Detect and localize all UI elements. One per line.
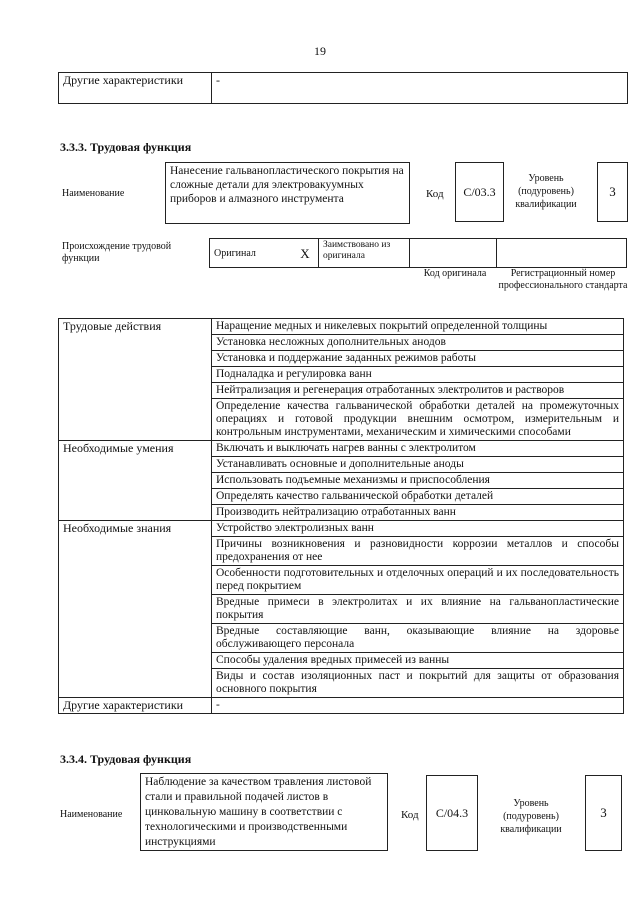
top-other-value: - bbox=[212, 73, 628, 104]
list-item: Устройство электролизных ванн bbox=[212, 521, 624, 537]
list-item: Способы удаления вредных примесей из ванны bbox=[212, 653, 624, 669]
name-value-333: Нанесение гальванопластического покрытия на сложные детали для электровакуумных приборов и алмазного инструмента bbox=[165, 162, 410, 224]
page-number: 19 bbox=[314, 44, 326, 58]
list-item: Вредные примеси в электролитах и их влияние на гальванопластические покрытия bbox=[212, 595, 624, 624]
table-row bbox=[59, 698, 624, 714]
name-label-334: Наименование bbox=[60, 809, 123, 820]
other-label: Другие характеристики bbox=[59, 698, 212, 714]
level-label-334: Уровень (подуровень) квалификации bbox=[500, 798, 562, 835]
name-label-333: Наименование bbox=[62, 188, 125, 199]
code-original-label: Код оригинала bbox=[423, 268, 487, 279]
reg-number-label: Регистрационный номер профессионального стандарта bbox=[498, 268, 628, 291]
section-title-334: 3.3.4. Трудовая функция bbox=[60, 752, 192, 766]
list-item: Использовать подъемные механизмы и приспособления bbox=[212, 473, 624, 489]
level-value-334: 3 bbox=[585, 775, 622, 851]
code-value-334: C/04.3 bbox=[426, 775, 478, 851]
list-item: Установка несложных дополнительных анодов bbox=[212, 335, 624, 351]
table-row bbox=[59, 319, 624, 335]
code-label-333: Код bbox=[426, 188, 444, 200]
skills-label: Необходимые умения bbox=[59, 441, 212, 521]
code-original-cell bbox=[410, 239, 497, 268]
table-row bbox=[59, 441, 624, 457]
level-value-333: 3 bbox=[597, 162, 628, 222]
original-label: Оригинал bbox=[210, 239, 293, 268]
code-value-333: C/03.3 bbox=[455, 162, 504, 222]
list-item: Вредные составляющие ванн, оказывающие влияние на здоровье обслуживающего персонала bbox=[212, 624, 624, 653]
knowledge-label: Необходимые знания bbox=[59, 521, 212, 698]
section-title-333: 3.3.3. Трудовая функция bbox=[60, 140, 192, 154]
reg-number-cell bbox=[497, 239, 627, 268]
list-item: Наращение медных и никелевых покрытий определенной толщины bbox=[212, 319, 624, 335]
list-item: Устанавливать основные и дополнительные аноды bbox=[212, 457, 624, 473]
level-label-333: Уровень (подуровень) квалификации bbox=[515, 173, 577, 210]
list-item: Нейтрализация и регенерация отработанных электролитов и растворов bbox=[212, 383, 624, 399]
list-item: Причины возникновения и разновидности коррозии металлов и способы предохранения от нее bbox=[212, 537, 624, 566]
code-label-334: Код bbox=[401, 809, 419, 821]
table-row bbox=[59, 521, 624, 537]
top-other-table bbox=[58, 72, 628, 104]
other-value: - bbox=[212, 698, 624, 714]
original-mark: X bbox=[292, 239, 319, 268]
list-item: Определение качества гальванической обработки деталей на промежуточных операциях и готовой продукции внешним осмотром, измерительным и контрольным инструментами, механическим и химическими способами bbox=[212, 399, 624, 441]
list-item: Подналадка и регулировка ванн bbox=[212, 367, 624, 383]
list-item: Особенности подготовительных и отделочных операций и их последовательность перед покрытием bbox=[212, 566, 624, 595]
list-item: Включать и выключать нагрев ванны с электролитом bbox=[212, 441, 624, 457]
origin-label: Происхождение трудовой функции bbox=[62, 241, 172, 264]
origin-table bbox=[209, 238, 627, 268]
main-table bbox=[58, 318, 624, 714]
top-other-label: Другие характеристики bbox=[59, 73, 212, 104]
borrowed-label: Заимствовано из оригинала bbox=[319, 239, 410, 268]
actions-label: Трудовые действия bbox=[59, 319, 212, 441]
name-value-334: Наблюдение за качеством травления листовой стали и правильной подачей листов в цинковальную машину в соответствии с технологическими и производственными инструкциями bbox=[140, 773, 388, 851]
list-item: Виды и состав изоляционных паст и покрытий для защиты от образования основного покрытия bbox=[212, 669, 624, 698]
list-item: Производить нейтрализацию отработанных ванн bbox=[212, 505, 624, 521]
list-item: Определять качество гальванической обработки деталей bbox=[212, 489, 624, 505]
list-item: Установка и поддержание заданных режимов работы bbox=[212, 351, 624, 367]
